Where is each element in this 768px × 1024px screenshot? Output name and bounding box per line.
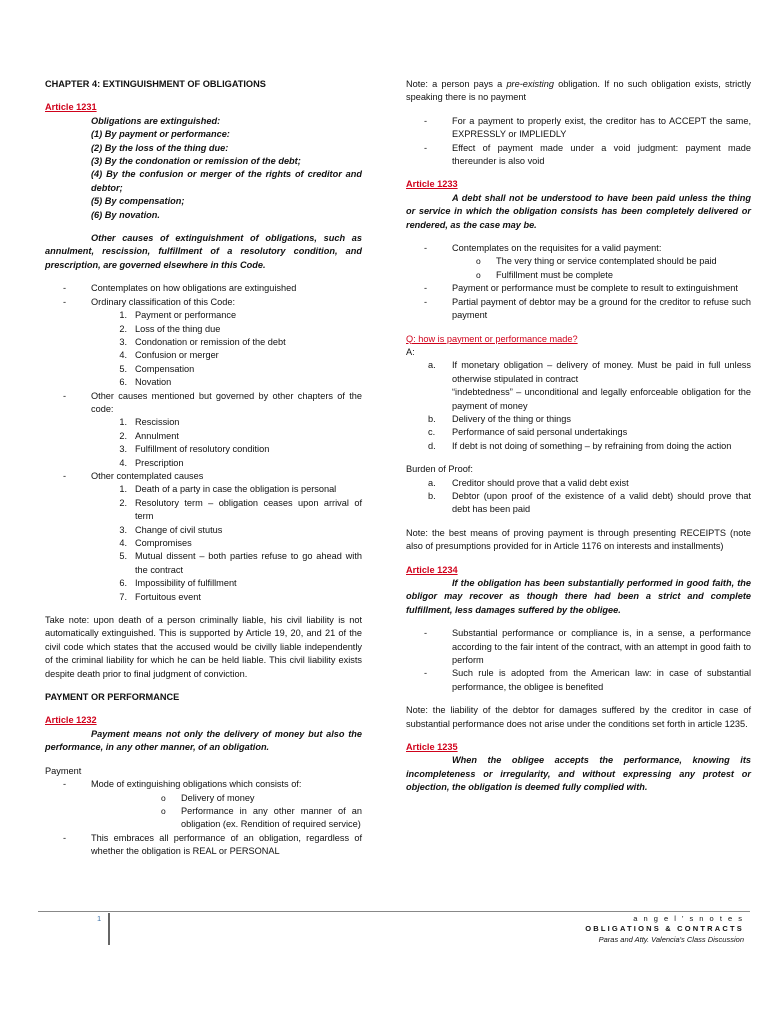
article-1234-heading: Article 1234 — [406, 564, 458, 575]
article-1233-notes — [406, 242, 751, 322]
payment-section-heading: PAYMENT OR PERFORMANCE — [45, 692, 180, 703]
footer-notes-label: a n g e l ' s n o t e s — [633, 914, 744, 923]
article-1232-text: Payment means not only the delivery of money but also the performance, in any other manner, of an obligation. — [45, 728, 362, 753]
list-item: - Such rule is adopted from the American law: in case of substantial performance, the obligee is benefited — [406, 667, 751, 694]
list-item: o Delivery of money — [91, 792, 362, 805]
note-preexisting: Note: a person pays a pre-existing obligation. If no such obligation exists, strictly speaking there is no payment — [406, 79, 751, 103]
list-item: 3. Condonation or remission of the debt — [119, 336, 286, 347]
payment-exist-notes — [406, 115, 751, 169]
note-liability: Note: the liability of the debtor for damages suffered by the creditor in case of substantial performance does not arise under the conditions set forth in article 1235. — [406, 705, 751, 729]
list-item: 3. Change of civil stutus — [119, 524, 223, 535]
list-item: - Substantial performance or compliance is, in a sense, a performance according to the fair intent of the contract, with an attempt in good faith to perform — [406, 627, 751, 667]
article-1233-heading: Article 1233 — [406, 179, 458, 190]
list-item: d. If debt is not doing of something – by refraining from doing the action — [428, 440, 732, 451]
list-item: 4. Confusion or merger — [119, 350, 219, 361]
page-number: 1 — [97, 914, 102, 923]
list-item: 4. Compromises — [119, 538, 192, 548]
list-item: 2. Loss of the thing due — [119, 323, 221, 334]
list-item: 3. Fulfillment of resolutory condition — [119, 444, 270, 455]
list-item: - Other causes mentioned but governed by other chapters of the code: 1. Rescission 2. Annulment 3. Fulfillment of resolutory condition 4. Prescription — [45, 390, 362, 470]
other-contemplated-list — [91, 483, 362, 604]
footer-subtitle: Paras and Atty. Valencia's Class Discussion — [598, 935, 744, 944]
list-item: 1. Payment or performance — [119, 310, 237, 321]
list-item: o Fulfillment must be complete — [406, 269, 751, 282]
list-item: 2. Resolutory term – obligation ceases upon arrival of term — [119, 497, 362, 522]
article-1232-heading: Article 1232 — [45, 715, 97, 726]
list-item: b. Debtor (upon proof of the existence of a valid debt) should prove that debt has been paid — [428, 490, 751, 515]
list-item: - Other contemplated causes 1. Death of a party in case the obligation is personal 2. Resolutory term – obligation ceases upon arrival of term 3. Change of civil stutus 4. Compromises 5. Mutual dissent – both parties refuse to go ahead with the contract 6. Impossibility of fulfillment 7. Fortuitous event — [45, 470, 362, 604]
article-1234-notes — [406, 627, 751, 694]
article-1234-text: If the obligation has been substantially performed in good faith, the obligor may recover as though there had been a strict and complete fulfillment, less damages suffered by the obligee. — [406, 578, 751, 615]
list-item: 4. Prescription — [119, 457, 184, 468]
article-1235-text: When the obligee accepts the performance, knowing its incompleteness or irregularity, and without expressing any protest or objection, the obligation is deemed fully complied with. — [406, 755, 751, 793]
right-column — [406, 78, 751, 795]
list-item: - Contemplates on how obligations are extinguished — [45, 282, 362, 295]
footer-course-title: OBLIGATIONS & CONTRACTS — [585, 924, 744, 933]
list-item: b. Delivery of the thing or things — [428, 413, 571, 424]
burden-label: Burden of Proof: — [406, 464, 473, 475]
left-column — [45, 78, 362, 859]
list-item: 6. Impossibility of fulfillment — [119, 578, 237, 589]
burden-list — [406, 477, 751, 517]
list-item: a. If monetary obligation – delivery of money. Must be paid in full unless otherwise stipulated in contract “indebtedness” – unconditional and legally enforceable obligation for the payment of money — [428, 360, 751, 411]
ordinary-classification-list — [91, 309, 362, 389]
answer-list — [406, 359, 751, 453]
payment-label: Payment — [45, 765, 82, 776]
other-mentioned-list — [91, 416, 362, 470]
article-1231-text: Obligations are extinguished: (1) By payment or performance: (2) By the loss of the thing due: (3) By the condonation or remission of the debt; (4) By the confusion or merger of the rights of creditor and debtor; (5) By compensation; (6) By novation. — [91, 115, 362, 220]
list-item: 1. Death of a party in case the obligation is personal — [119, 484, 337, 495]
answer-label: A: — [406, 346, 415, 357]
list-item: - Effect of payment made under a void judgment: payment made thereunder is also void — [406, 142, 751, 169]
list-item: - Partial payment of debtor may be a ground for the creditor to refuse such payment — [406, 296, 751, 323]
other-causes-text: Other causes of extinguishment of obligations, such as annulment, rescission, fulfillment of a resolutory condition, and prescription, are governed elsewhere in this Code. — [45, 233, 362, 270]
list-item: - Contemplates on the requisites for a valid payment: o The very thing or service contemplated should be paid o Fulfillment must be complete — [406, 242, 751, 282]
list-item: - Payment or performance must be complete to result to extinguishment — [406, 282, 751, 295]
note-receipts: Note: the best means of proving payment is through presenting RECEIPTS (note also of presumptions provided for in Article 1176 on interests and installments) — [406, 527, 751, 552]
list-item: c. Performance of said personal undertakings — [428, 427, 628, 438]
article-1235-heading: Article 1235 — [406, 742, 458, 753]
list-item: 2. Annulment — [119, 430, 179, 441]
question-heading: Q: how is payment or performance made? — [406, 333, 578, 344]
payment-notes — [45, 778, 362, 858]
list-item: a. Creditor should prove that a valid debt exist — [428, 477, 629, 488]
article-1231-heading: Article 1231 — [45, 102, 97, 113]
list-item: 6. Novation — [119, 377, 172, 388]
list-item: - Mode of extinguishing obligations which consists of: o Delivery of money o Performance in any other manner of an obligation (ex. Rendition of required service) — [45, 778, 362, 832]
list-item: 1. Rescission — [119, 417, 180, 428]
article-1233-text: A debt shall not be understood to have been paid unless the thing or service in which the obligation consists has been completely delivered or rendered, as the case may be. — [406, 192, 751, 230]
list-item: o Performance in any other manner of an obligation (ex. Rendition of required service) — [91, 805, 362, 832]
chapter-title: CHAPTER 4: EXTINGUISHMENT OF OBLIGATIONS — [45, 79, 266, 89]
list-item: 5. Mutual dissent – both parties refuse to go ahead with the contract — [119, 551, 362, 575]
list-item: - Ordinary classification of this Code: 1. Payment or performance 2. Loss of the thing due 3. Condonation or remission of the debt 4. Confusion or merger 5. Compensation 6. Novation — [45, 296, 362, 390]
footer-vertical-bar — [108, 913, 110, 945]
requisites-sub-list — [452, 255, 751, 282]
footer-divider — [38, 911, 750, 912]
list-item: - For a payment to properly exist, the creditor has to ACCEPT the same, EXPRESSLY or IMPLIEDLY — [406, 115, 751, 142]
list-item: - This embraces all performance of an obligation, regardless of whether the obligation is REAL or PERSONAL — [45, 832, 362, 859]
list-item: 7. Fortuitous event — [119, 591, 201, 602]
list-item: o The very thing or service contemplated should be paid — [406, 255, 751, 268]
list-item: 5. Compensation — [119, 363, 195, 374]
payment-sub-list — [91, 792, 362, 832]
article-1231-notes — [45, 282, 362, 604]
take-note-paragraph: Take note: upon death of a person criminally liable, his civil liability is not automatically extinguished. This is supported by Article 19, 20, and 21 of the civil code which states that the accused would be civilly liable independently of the criminal liability for which he can be held liable. This civil liability exists despite death prior to final judgment of conviction. — [45, 615, 362, 679]
